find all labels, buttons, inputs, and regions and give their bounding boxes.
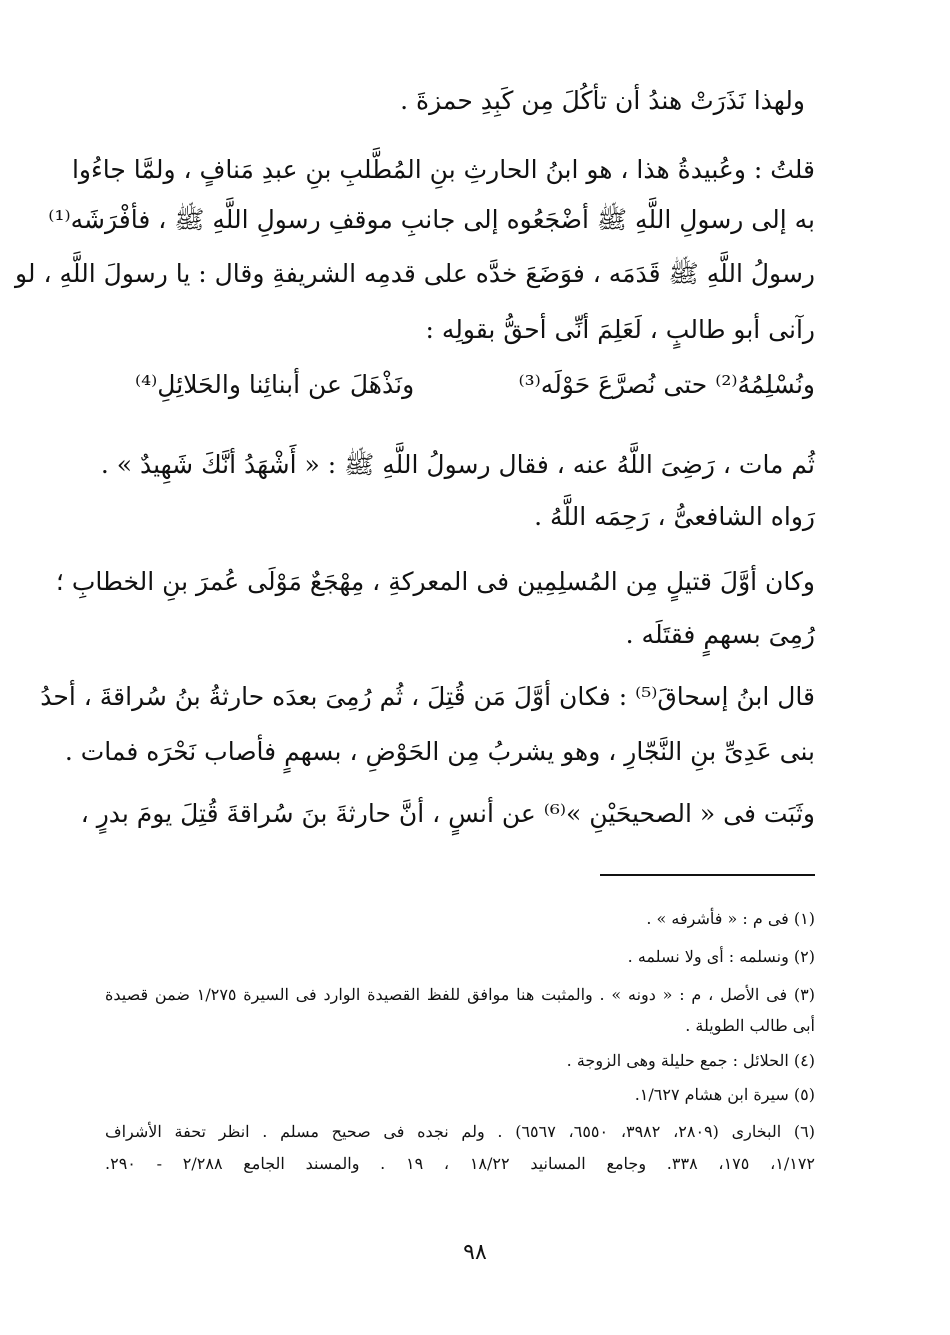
verse-first-hemistich: ونُسْلِمُهُ⁽²⁾ حتى نُصرَّعَ حَوْلَه⁽³⁾	[518, 370, 815, 399]
body-line-10: قال ابنُ إسحاقَ⁽⁵⁾ : فكان أوَّلَ مَن قُتِلَ ، ثُم رُمِىَ بعدَه حارثةُ بنُ سُراقةَ ، أحدُ	[40, 682, 815, 711]
body-line-1: ولهذا نَذَرَتْ هندُ أن تأكُلَ مِن كَبِدِ حمزةَ .	[400, 86, 805, 115]
footnote-4: (٤) الحلائل : جمع حليلة وهى الزوجة .	[566, 1051, 815, 1070]
body-line-2: قلتُ : وعُبيدةُ هذا ، هو ابنُ الحارثِ بنِ المُطَّلبِ بنِ عبدِ مَنافٍ ، ولمَّا جاءُوا	[71, 155, 815, 184]
footnote-2: (٢) ونسلمه : أى ولا نسلمه .	[627, 947, 815, 966]
body-line-11: بنى عَدِىِّ بنِ النَّجّارِ ، وهو يشربُ مِن الحَوْضِ ، بسهمٍ فأصاب نَحْرَه فمات .	[64, 737, 815, 766]
body-line-12: وثَبَت فى « الصحيحَيْنِ »⁽⁶⁾ عن أنسٍ ، أنَّ حارثةَ بنَ سُراقةَ قُتِلَ يومَ بدرٍ ،	[80, 799, 815, 828]
body-line-4: رسولُ اللَّهِ ﷺ قَدَمَه ، فوَضَعَ خدَّه على قدمِه الشريفةِ وقال : يا رسولَ اللَّهِ ، لو	[14, 259, 815, 288]
body-line-8: وكان أوَّلَ قتيلٍ مِن المُسلِمِين فى المعركةِ ، مِهْجَعٌ مَوْلَى عُمرَ بنِ الخطابِ ؛	[55, 567, 815, 596]
page-number: ٩٨	[463, 1240, 487, 1265]
footnote-separator	[600, 874, 815, 876]
footnote-1: (١) فى م : « فأشرفه » .	[646, 909, 815, 928]
body-line-9: رُمِىَ بسهمٍ فقتَلَه .	[625, 620, 815, 649]
body-line-7: رَواه الشافعىُّ ، رَحِمَه اللَّهُ .	[534, 502, 815, 531]
body-line-3: به إلى رسولِ اللَّهِ ﷺ أضْجَعُوه إلى جانبِ موقفِ رسولِ اللَّهِ ﷺ ، فأفْرَشَه⁽¹⁾	[48, 205, 815, 234]
footnote-3-line-2: أبى طالب الطويلة .	[685, 1016, 815, 1035]
footnote-5: (٥) سيرة ابن هشام ١/٦٢٧.	[634, 1085, 815, 1104]
body-line-6: ثُم مات ، رَضِىَ اللَّهُ عنه ، فقال رسولُ اللَّهِ ﷺ : « أَشْهَدُ أنَّكَ شَهِيدٌ » .	[100, 450, 815, 479]
footnote-3-line-1: (٣) فى الأصل ، م : « دونه » . والمثبت هنا موافق للفظ القصيدة الوارد فى السيرة ١/٢٧٥ ضمن قصيدة	[105, 985, 815, 1004]
body-line-5: رآنى أبو طالبٍ ، لَعَلِمَ أنِّى أحقُّ بقولِه :	[425, 315, 815, 344]
footnote-6-line-2: ١/١٧٢، ١٧٥، ٣٣٨. وجامع المسانيد ١٨/٢٢ ، ١٩ . والمسند الجامع ٢/٢٨٨ - ٢٩٠.	[105, 1154, 816, 1173]
footnote-6-line-1: (٦) البخارى (٢٨٠٩، ٣٩٨٢، ٦٥٥٠، ٦٥٦٧) . ولم نجده فى صحيح مسلم . انظر تحفة الأشراف	[105, 1122, 816, 1141]
verse-second-hemistich: ونَذْهَلَ عن أبنائِنا والحَلائِلِ⁽⁴⁾	[135, 370, 415, 399]
